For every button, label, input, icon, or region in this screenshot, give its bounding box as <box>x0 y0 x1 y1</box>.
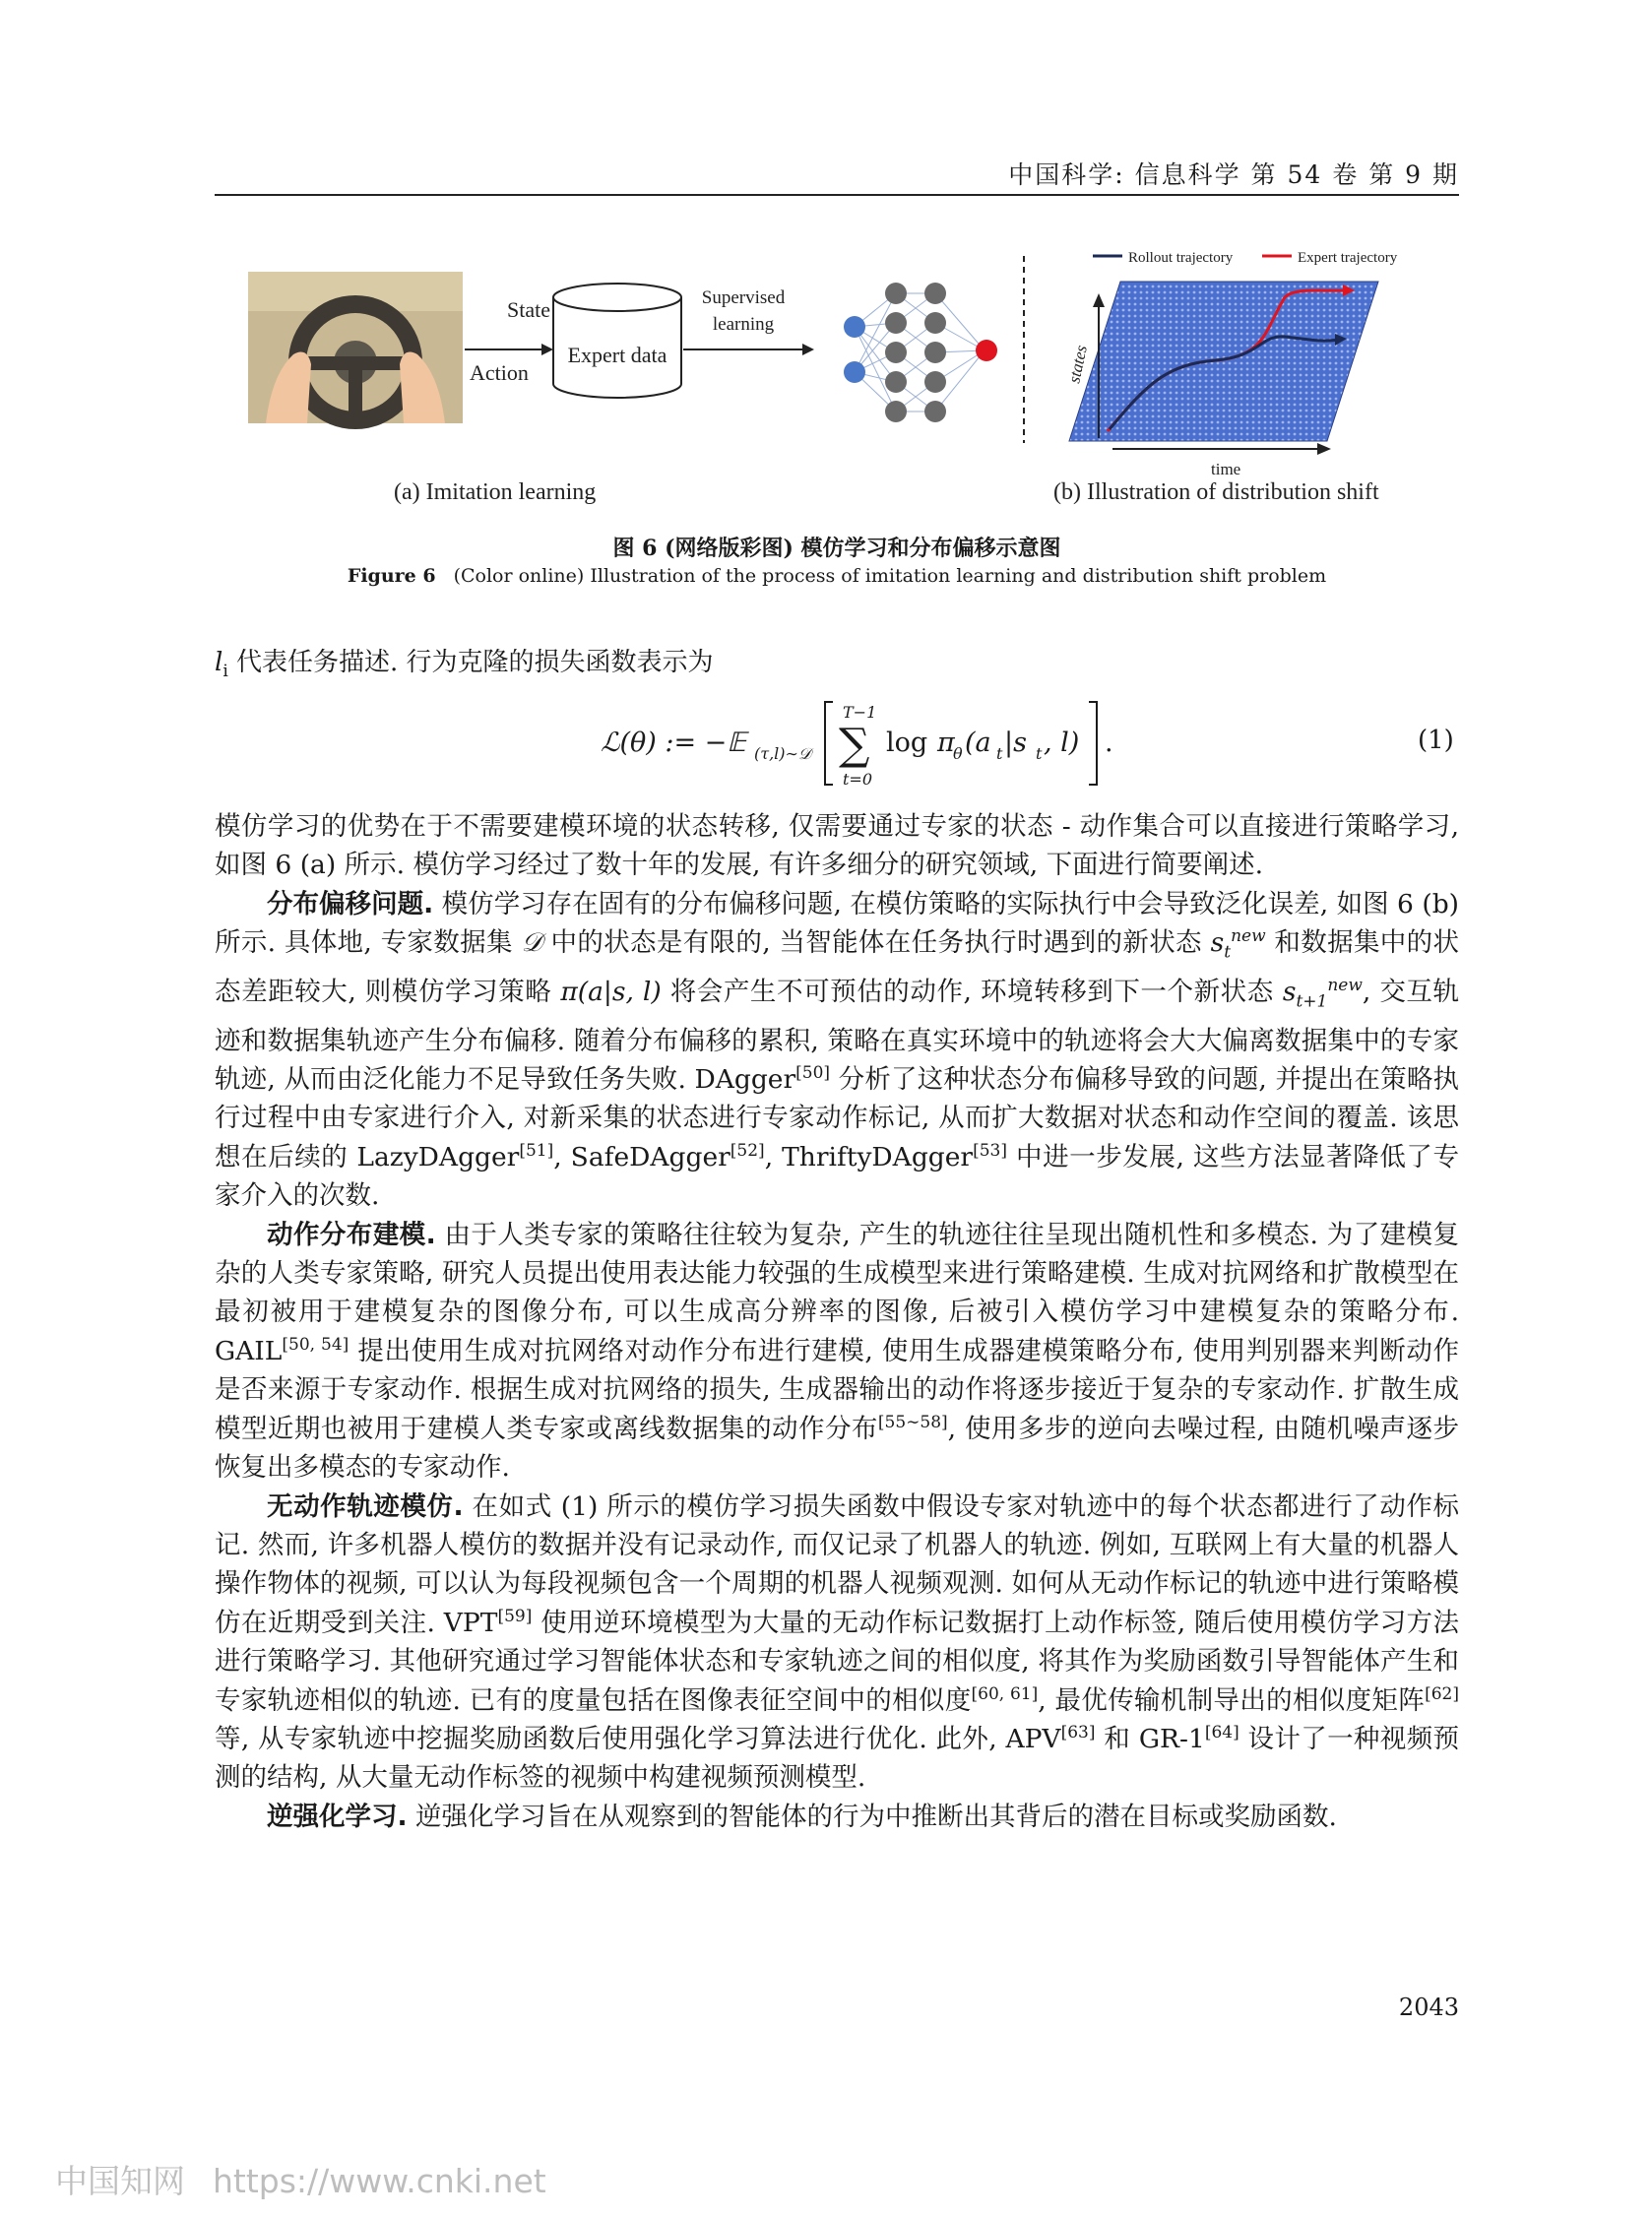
cnki-logo: 中国知网 <box>55 2162 185 2200</box>
loss-equation <box>591 694 1477 792</box>
header-rule <box>215 194 1459 196</box>
svg-text:π: π <box>937 728 955 758</box>
state-label: State <box>507 297 550 322</box>
citation-60-61: [60, 61] <box>971 1683 1039 1704</box>
p2-text-e: , 交互轨迹和数据集轨迹产生分布偏移. 随着分布偏移的累积, 策略在真实环境中的轨迹将会大大偏离数据集中的专家轨迹, 从而由泛化能力不足导致任务失败. DAgger <box>215 976 1459 1096</box>
formula-intro-text: 代表任务描述. 行为克隆的损失函数表示为 <box>227 648 714 677</box>
citation-62: [62] <box>1425 1683 1459 1704</box>
svg-text:log: log <box>886 728 928 758</box>
citation-52: [52] <box>730 1141 765 1162</box>
figure-6 <box>246 236 1428 522</box>
svg-text:θ: θ <box>953 744 963 763</box>
driver-steering-wheel-image <box>248 272 463 429</box>
panel-b-caption: (b) Illustration of distribution shift <box>1053 479 1379 505</box>
neural-network-icon <box>844 283 997 422</box>
body-text <box>215 807 1459 1836</box>
svg-text:, l): , l) <box>1044 728 1080 758</box>
p4-text-d: 等, 从专家轨迹中挖掘奖励函数后使用强化学习算法进行优化. 此外, APV <box>215 1723 1061 1754</box>
new-state-symbol: $s_t^{new}$ <box>1210 926 1266 963</box>
figure-6-graphic <box>246 236 1428 522</box>
page-number: 2043 <box>1398 1994 1459 2021</box>
svg-text:ℒ(θ) := −𝔼: ℒ(θ) := −𝔼 <box>601 728 746 758</box>
p3-text-c: , 使用多步的逆向去噪过程, 由随机噪声逐步恢复出多模态的专家动作. <box>215 1413 1459 1484</box>
citation-55-58: [55∼58] <box>877 1412 948 1432</box>
heading-distribution-shift: 分布偏移问题. <box>267 888 434 919</box>
citation-50-54: [50, 54] <box>282 1335 349 1356</box>
svg-text:T−1: T−1 <box>843 703 877 722</box>
p2-text-a: 模仿学习存在固有的分布偏移问题, 在模仿策略的实际执行中会导致泛化误差, 如图 6 (b) 所示. 具体地, 专家数据集 <box>215 888 1459 959</box>
paragraph-distribution-shift <box>215 885 1459 1216</box>
time-axis-label: time <box>1211 460 1241 478</box>
dataset-symbol: 𝒟 <box>521 927 542 959</box>
citation-53: [53] <box>973 1141 1008 1162</box>
action-label: Action <box>470 360 529 385</box>
paragraph-action-distribution <box>215 1216 1459 1488</box>
p2-text-f: 分析了这种状态分布偏移导致的问题, 并提出在策略执行过程中由专家进行介入, 对新采集的状态进行专家动作标记, 从而扩大数据对状态和动作空间的覆盖. 该思想在后续的 LazyDAgger <box>215 1064 1459 1172</box>
formula-intro <box>215 642 714 681</box>
paragraph-inverse-rl <box>215 1798 1459 1836</box>
states-axis-label: states <box>1064 343 1091 385</box>
distribution-plane <box>1069 282 1378 441</box>
formula-intro-var: l <box>215 648 223 677</box>
citation-63: [63] <box>1060 1723 1096 1743</box>
svg-text:.: . <box>1105 728 1113 758</box>
paragraph-1: 模仿学习的优势在于不需要建模环境的状态转移, 仅需要通过专家的状态 - 动作集合可以直接进行策略学习, 如图 6 (a) 所示. 模仿学习经过了数十年的发展, 有许多细分的研究领域, 下面进行简要阐述. <box>215 811 1459 881</box>
policy-symbol: π(a|s, l) <box>560 976 662 1007</box>
citation-59: [59] <box>497 1606 533 1626</box>
formula-intro-sub: i <box>222 662 228 682</box>
p4-text-b: 使用逆环境模型为大量的无动作标记数据打上动作标签, 随后使用模仿学习方法进行策略学习. 其他研究通过学习智能体状态和专家轨迹之间的相似度, 将其作为奖励函数引导智能体产生和专家轨迹相似的轨迹. 已有的度量包括在图像表征空间中的相似度 <box>215 1607 1459 1716</box>
cnki-watermark <box>55 2156 546 2202</box>
expert-data-label: Expert data <box>567 343 667 367</box>
p2-text-b: 中的状态是有限的, 当智能体在任务执行时遇到的新状态 <box>541 927 1211 959</box>
p2-text-h: , ThriftyDAgger <box>764 1141 974 1172</box>
paragraph-action-free <box>215 1488 1459 1798</box>
journal-header: 中国科学: 信息科学 第 54 卷 第 9 期 <box>1008 160 1459 189</box>
cnki-url: https://www.cnki.net <box>213 2162 546 2200</box>
learning-label: learning <box>712 314 775 335</box>
p4-text-c: , 最优传输机制导出的相似度矩阵 <box>1038 1684 1426 1716</box>
figure-caption-text: (Color online) Illustration of the process of imitation learning and distribution shift problem <box>453 565 1327 587</box>
figure-caption-label: Figure 6 <box>347 565 436 587</box>
p2-text-g: , SafeDAgger <box>553 1141 731 1172</box>
panel-a-caption: (a) Imitation learning <box>394 479 597 505</box>
citation-51: [51] <box>519 1141 554 1162</box>
heading-inverse-rl: 逆强化学习. <box>267 1801 408 1832</box>
legend-expert-label: Expert trajectory <box>1298 250 1398 266</box>
p2-text-i: 中进一步发展, 这些方法显著降低了专家介入的次数. <box>215 1141 1460 1212</box>
figure-caption-zh: 图 6 (网络版彩图) 模仿学习和分布偏移示意图 <box>612 536 1061 561</box>
loss-equation-graphic <box>591 694 1477 792</box>
svg-text:(τ,l)∼𝒟: (τ,l)∼𝒟 <box>754 744 811 763</box>
svg-text:t=0: t=0 <box>843 770 873 789</box>
p4-text-e: 和 GR-1 <box>1095 1723 1205 1754</box>
citation-50: [50] <box>795 1063 831 1084</box>
equation-number: (1) <box>1418 726 1454 755</box>
next-state-symbol: $s_{t+1}^{new}$ <box>1282 976 1363 1012</box>
p4-text-f: 设计了一种视频预测的结构, 从大量无动作标签的视频中构建视频预测模型. <box>215 1723 1459 1794</box>
svg-text:∑: ∑ <box>839 720 870 770</box>
heading-action-free: 无动作轨迹模仿. <box>267 1490 464 1522</box>
p4-text-a: 在如式 (1) 所示的模仿学习损失函数中假设专家对轨迹中的每个状态都进行了动作标记. 然而, 许多机器人模仿的数据并没有记录动作, 而仅记录了机器人的轨迹. 例如, 互联网上有大量的机器人操作物体的视频, 可以认为每段视频包含一个周期的机器人视频观测. 如何从无动作标记的轨迹中进行策略模仿在近期受到关注. VPT <box>215 1490 1459 1638</box>
p5-text-a: 逆强化学习旨在从观察到的智能体的行为中推断出其背后的潜在目标或奖励函数. <box>407 1801 1337 1832</box>
svg-text:|s: |s <box>1004 728 1027 758</box>
expert-data-cylinder <box>553 284 681 398</box>
svg-text:(a: (a <box>965 728 991 758</box>
p2-text-d: 将会产生不可预估的动作, 环境转移到下一个新状态 <box>661 976 1283 1007</box>
citation-64: [64] <box>1204 1723 1239 1743</box>
p2-text-c: 和数据集中的状态差距较大, 则模仿学习策略 <box>215 927 1459 1007</box>
svg-text:t: t <box>996 744 1003 763</box>
heading-action-distribution: 动作分布建模. <box>267 1219 436 1250</box>
p3-text-b: 提出使用生成对抗网络对动作分布进行建模, 使用生成器建模策略分布, 使用判别器来判断动作是否来源于专家动作. 根据生成对抗网络的损失, 生成器输出的动作将逐步接近于复杂的专家动作. 扩散生成模型近期也被用于建模人类专家或离线数据集的动作分布 <box>215 1335 1459 1444</box>
figure-caption-en <box>215 565 1459 587</box>
p3-text-a: 由于人类专家的策略往往较为复杂, 产生的轨迹往往呈现出随机性和多模态. 为了建模复杂的人类专家策略, 研究人员提出使用表达能力较强的生成模型来进行策略建模. 生成对抗网络和扩散模型在最初被用于建模复杂的图像分布, 可以生成高分辨率的图像, 后被引入模仿学习中建模复杂的策略分布. GAIL <box>215 1219 1459 1366</box>
svg-text:t: t <box>1036 744 1043 763</box>
legend-rollout-label: Rollout trajectory <box>1128 250 1234 266</box>
supervised-label: Supervised <box>701 287 786 308</box>
